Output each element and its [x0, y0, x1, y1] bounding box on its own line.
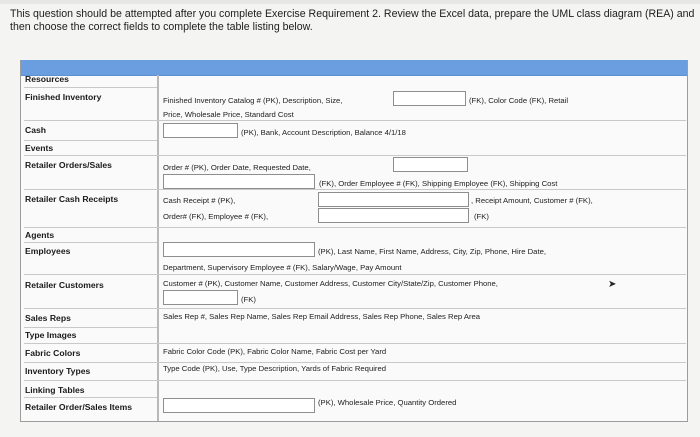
row-separator — [24, 242, 157, 243]
fabric-colors-text-1: Fabric Color Code (PK), Fabric Color Name, Fabric Cost per Yard — [163, 347, 387, 356]
row-label-employees: Employees — [25, 246, 71, 256]
row-label-events: Events — [25, 143, 54, 153]
row-label-retailer-order-sales-items: Retailer Order/Sales Items — [25, 402, 132, 412]
row-separator — [24, 397, 157, 398]
row-separator — [24, 87, 157, 88]
row-label-retailer-cash-receipts: Retailer Cash Receipts — [25, 194, 119, 204]
row-label-linking-tables: Linking Tables — [25, 385, 85, 395]
cash-answer-box[interactable] — [163, 123, 238, 138]
retailer-orders-answer-box-2[interactable] — [163, 174, 315, 189]
row-label-retailer-orders-sales: Retailer Orders/Sales — [25, 160, 112, 170]
cash-receipts-text-1: Cash Receipt # (PK), — [163, 196, 236, 205]
retailer-orders-answer-box-1[interactable] — [393, 157, 468, 172]
row-separator — [24, 155, 686, 156]
retailer-customers-text-1: Customer # (PK), Customer Name, Customer Address, Customer City/State/Zip, Customer Phone, — [163, 279, 498, 288]
row-label-inventory-types: Inventory Types — [25, 366, 91, 376]
row-label-finished-inventory: Finished Inventory — [25, 92, 102, 102]
cash-text-1: (PK), Bank, Account Description, Balance 4/1/18 — [241, 128, 406, 137]
employees-text-1: (PK), Last Name, First Name, Address, City, Zip, Phone, Hire Date, — [318, 247, 546, 256]
row-label-sales-reps: Sales Reps — [25, 313, 71, 323]
cash-receipts-text-3: Order# (FK), Employee # (FK), — [163, 212, 269, 221]
row-separator — [24, 189, 686, 190]
row-separator — [24, 362, 686, 363]
finished-inventory-text-3: Price, Wholesale Price, Standard Cost — [163, 110, 294, 119]
row-separator — [24, 380, 686, 381]
finished-inventory-text-1: Finished Inventory Catalog # (PK), Description, Size, — [163, 96, 343, 105]
row-label-resources: Resources — [25, 74, 69, 84]
order-items-text-1: (PK), Wholesale Price, Quantity Ordered — [318, 398, 457, 407]
row-separator — [24, 308, 686, 309]
order-items-answer-box[interactable] — [163, 398, 315, 413]
finished-inventory-text-2: (FK), Color Code (FK), Retail — [469, 96, 569, 105]
cash-receipts-text-4: (FK) — [474, 212, 489, 221]
mouse-pointer-icon: ➤ — [608, 279, 617, 290]
row-label-type-images: Type Images — [25, 330, 77, 340]
sales-reps-text-1: Sales Rep #, Sales Rep Name, Sales Rep Email Address, Sales Rep Phone, Sales Rep Area — [163, 312, 481, 321]
employees-text-2: Department, Supervisory Employee # (FK), Salary/Wage, Pay Amount — [163, 263, 402, 272]
retailer-orders-text-1: Order # (PK), Order Date, Requested Date, — [163, 163, 311, 172]
cash-receipts-answer-box-2[interactable] — [318, 208, 469, 223]
row-separator — [24, 327, 157, 328]
row-label-agents: Agents — [25, 230, 55, 240]
finished-inventory-answer-box[interactable] — [393, 91, 466, 106]
retailer-orders-text-2: (FK), Order Employee # (FK), Shipping Employee (FK), Shipping Cost — [319, 179, 558, 188]
retailer-customers-text-2: (FK) — [241, 295, 256, 304]
cash-receipts-answer-box-1[interactable] — [318, 192, 469, 207]
cash-receipts-text-2: , Receipt Amount, Customer # (FK), — [471, 196, 593, 205]
top-strip — [0, 0, 700, 4]
row-separator — [24, 120, 686, 121]
table-header-bar — [21, 60, 687, 76]
row-separator — [24, 140, 157, 141]
row-separator — [24, 343, 686, 344]
column-divider — [157, 75, 159, 421]
question-instructions: This question should be attempted after you complete Exercise Requirement 2. Review the Excel data, prepare the UML class diagram (REA) and then choose the correct fields to complete the table listing below. — [10, 8, 695, 34]
row-separator — [24, 274, 686, 275]
row-label-cash: Cash — [25, 125, 47, 135]
row-label-retailer-customers: Retailer Customers — [25, 280, 104, 290]
row-label-fabric-colors: Fabric Colors — [25, 348, 81, 358]
employees-answer-box[interactable] — [163, 242, 315, 257]
retailer-customers-answer-box[interactable] — [163, 290, 238, 305]
inventory-types-text-1: Type Code (PK), Use, Type Description, Yards of Fabric Required — [163, 364, 387, 373]
row-separator — [24, 227, 686, 228]
